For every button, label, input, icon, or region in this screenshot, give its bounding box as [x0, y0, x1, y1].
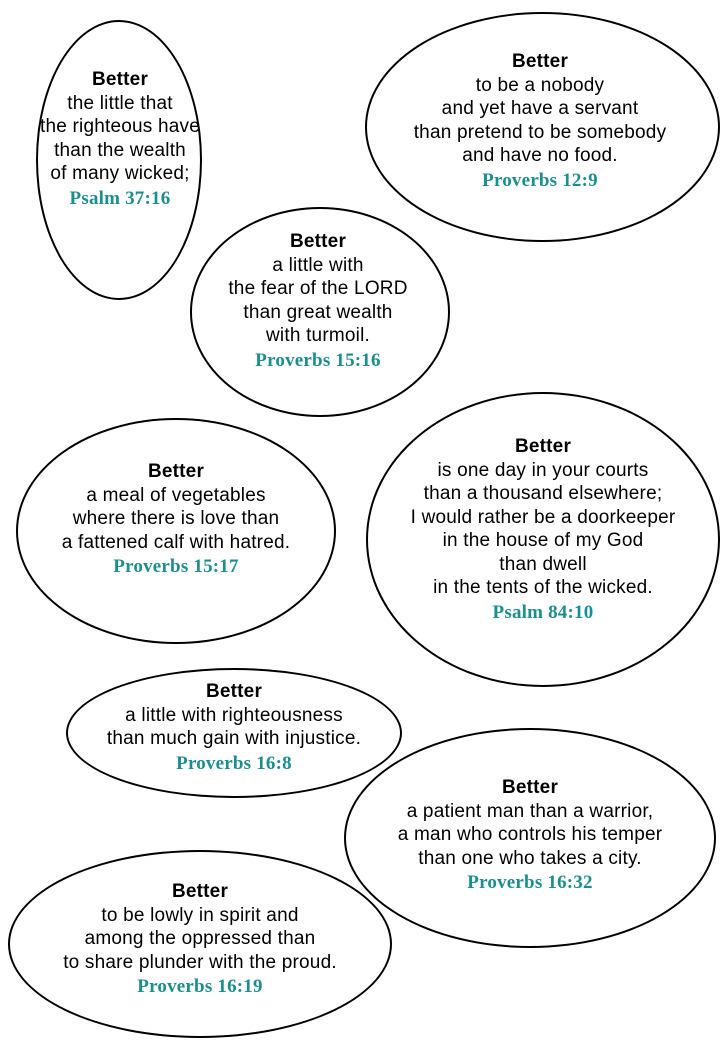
quote-text-proverbs-15-16 — [186, 230, 450, 372]
quote-heading: Better — [289, 231, 347, 252]
quote-line: the fear of the LORD — [228, 278, 408, 299]
quote-line: in the house of my God — [442, 530, 644, 551]
quote-text-proverbs-16-19 — [8, 880, 392, 999]
quote-text-psalm-84-10 — [366, 435, 720, 624]
quote-line: than pretend to be somebody — [413, 121, 667, 143]
quote-line: than much gain with injustice. — [106, 728, 362, 749]
quote-line: in the tents of the wicked. — [433, 577, 653, 598]
quote-line: of many wicked; — [50, 163, 190, 184]
quote-line: a man who controls his temper — [397, 824, 663, 845]
scripture-reference: Proverbs 16:32 — [467, 872, 593, 893]
quote-line: a fattened calf with hatred. — [61, 531, 291, 553]
quote-line: a patient man than a warrior, — [406, 800, 654, 822]
quote-line: than a thousand elsewhere; — [423, 483, 663, 504]
quote-line: where there is love than — [72, 508, 280, 529]
quote-line: to be lowly in spirit and — [101, 904, 299, 926]
quote-line: than great wealth — [243, 301, 393, 323]
quote-heading: Better — [205, 681, 263, 702]
quote-text-psalm-37-16 — [0, 68, 240, 210]
quote-heading: Better — [147, 461, 205, 482]
quote-line: a little with righteousness — [125, 704, 343, 726]
quote-line: and have no food. — [462, 145, 618, 166]
quote-line: with turmoil. — [266, 325, 370, 346]
quote-text-proverbs-16-8 — [66, 680, 402, 775]
scripture-reference: Proverbs 16:19 — [137, 976, 263, 997]
quote-line: the little that — [67, 92, 173, 114]
quote-line: the righteous have — [40, 116, 200, 137]
quote-text-proverbs-12-9 — [375, 50, 705, 192]
quote-line: to share plunder with the proud. — [63, 951, 337, 973]
quote-text-proverbs-15-17 — [18, 460, 334, 579]
scripture-reference: Psalm 84:10 — [492, 601, 594, 623]
quote-line: to be a nobody — [475, 74, 605, 96]
quote-text-proverbs-16-32 — [350, 776, 710, 895]
quote-line: than the wealth — [54, 139, 186, 161]
quote-line: among the oppressed than — [84, 928, 316, 949]
quote-heading: Better — [501, 777, 559, 798]
scripture-reference: Proverbs 15:16 — [255, 349, 381, 371]
quote-heading: Better — [514, 436, 572, 457]
scripture-reference: Proverbs 16:8 — [176, 752, 292, 774]
quote-heading: Better — [511, 51, 569, 72]
quote-heading: Better — [91, 69, 149, 90]
quote-heading: Better — [171, 881, 229, 902]
quote-line: I would rather be a doorkeeper — [410, 506, 676, 528]
quote-line: a little with — [272, 254, 364, 276]
quote-line: is one day in your courts — [437, 459, 649, 481]
scripture-reference: Proverbs 15:17 — [113, 556, 239, 577]
scripture-reference: Psalm 37:16 — [69, 187, 171, 209]
quote-line: and yet have a servant — [441, 98, 639, 119]
quote-line: a meal of vegetables — [86, 484, 266, 506]
scripture-reference: Proverbs 12:9 — [482, 169, 598, 191]
quote-line: than one who takes a city. — [418, 847, 642, 869]
quote-line: than dwell — [499, 553, 587, 575]
